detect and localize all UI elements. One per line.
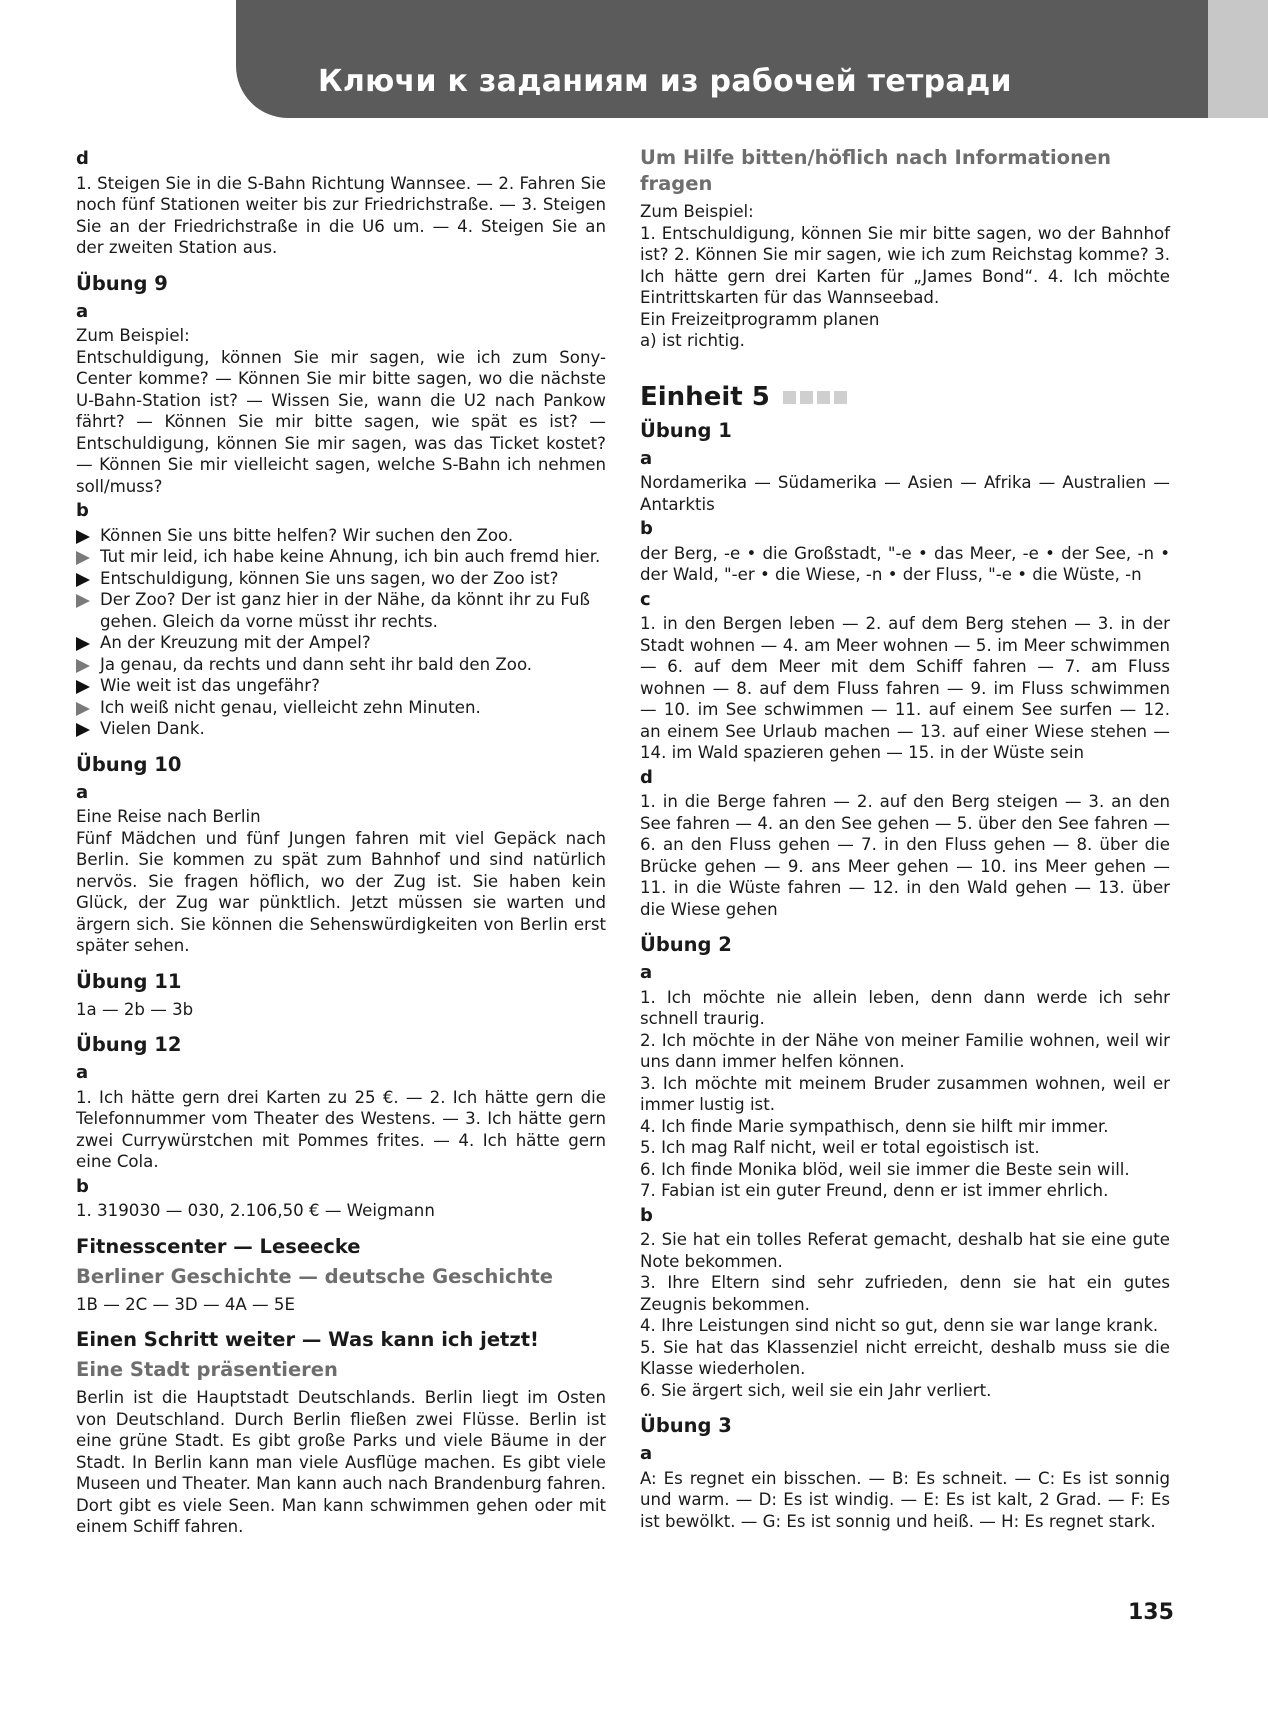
part-label-b: b (76, 500, 89, 521)
speaker-arrow-icon (76, 594, 90, 608)
e5u2-a-line: 6. Ich finde Monika blöd, weil sie immer die Beste sein will. (640, 1159, 1130, 1179)
speaker-arrow-icon (76, 723, 90, 737)
dialogue-line: Der Zoo? Der ist ganz hier in der Nähe, da könnt ihr zu Fuß gehen. Gleich da vorne müsst ihr rechts. (76, 589, 606, 632)
left-column (76, 145, 606, 1538)
u10-text: Fünf Mädchen und fünf Jungen fahren mit viel Gepäck nach Berlin. Sie kommen zu spät zum Bahnhof und sind natürlich nervös. Sie fragen höflich, wo der Zug ist. Sie haben kein Glück, der Zug war pünktlich. Jetzt müssen sie warten und ärgern sich. Sie können die Sehenswürdigkeiten von Berlin erst später sehen. (76, 828, 606, 955)
speaker-arrow-icon (76, 637, 90, 651)
d-answer-text: 1. Steigen Sie in die S-Bahn Richtung Wannsee. — 2. Fahren Sie noch fünf Stationen weiter bis zur Friedrichstraße. — 3. Steigen Sie an der Friedrichstraße in die U6 um. — 4. Steigen Sie an der zweiten Station aus. (76, 173, 606, 257)
berliner-title: Berliner Geschichte — deutsche Geschichte (76, 1264, 554, 1288)
page-header-band (236, 0, 1268, 118)
e5u2-b-line: 2. Sie hat ein tolles Referat gemacht, deshalb hat sie eine gute Note bekommen. (640, 1230, 1170, 1271)
speaker-arrow-icon (76, 551, 90, 565)
page-number: 135 (1128, 1600, 1174, 1625)
e5u2-a-line: 1. Ich möchte nie allein leben, denn dann werde ich sehr schnell traurig. (640, 987, 1170, 1028)
unit-square-icon (783, 391, 796, 404)
e5u2-b-line: 3. Ihre Eltern sind sehr zufrieden, denn sie hat ein gutes Zeugnis bekommen. (640, 1273, 1170, 1314)
e5u1-b-text: der Berg, -e • die Großstadt, "-e • das Meer, -e • der See, -n • der Wald, "-er • die Wiese, -n • der Fluss, "-e • die Wüste, -n (640, 543, 1170, 584)
e5-exercise-title-1: Übung 1 (640, 418, 732, 442)
stadt-text: Berlin ist die Hauptstadt Deutschlands. Berlin liegt im Osten von Deutschland. Durch Berlin fließen zwei Flüsse. Berlin ist eine grüne Stadt. Es gibt große Parks und viele Bäume in der Stadt. In Berlin kann man viele Ausflüge machen. Es gibt viele Museen und Theater. Man kann auch nach Brandenburg fahren. Dort gibt es viele Seen. Man kann schwimmen gehen oder mit einem Schiff fahren. (76, 1388, 606, 1536)
hilfe-title: Um Hilfe bitten/höflich nach Informationen fragen (640, 146, 1112, 195)
unit-square-icon (834, 391, 847, 404)
frei-line: Ein Freizeitprogramm planen (640, 309, 880, 329)
part-label-a: a (76, 300, 89, 322)
speaker-arrow-icon (76, 680, 90, 694)
berliner-text: 1B — 2C — 3D — 4A — 5E (76, 1294, 295, 1314)
part-label-b: b (640, 1204, 653, 1226)
u12-a-text: 1. Ich hätte gern drei Karten zu 25 €. — 2. Ich hätte gern die Telefonnummer vom Theater des Westens. — 3. Ich hätte gern zwei Currywürstchen mit Pommes frites. — 4. Ich hätte gern eine Cola. (76, 1087, 606, 1171)
part-label-a: a (640, 962, 653, 983)
e5u2-b-line: 4. Ihre Leistungen sind nicht so gut, denn sie war lange krank. (640, 1316, 1159, 1335)
schritt-title: Einen Schritt weiter — Was kann ich jetzt! (76, 1328, 539, 1351)
u10-heading: Eine Reise nach Berlin (76, 807, 261, 826)
dialogue-line: An der Kreuzung mit der Ampel? (76, 632, 606, 654)
speaker-arrow-icon (76, 573, 90, 587)
part-label-b: b (76, 1175, 89, 1197)
e5u2-a-line: 4. Ich finde Marie sympathisch, denn sie hilft mir immer. (640, 1116, 1109, 1136)
header-tab-light (1208, 0, 1268, 118)
dialogue-line: Vielen Dank. (76, 718, 606, 740)
hilfe-intro: Zum Beispiel: (640, 202, 754, 221)
page-header-title: Ключи к заданиям из рабочей тетради (318, 64, 1012, 99)
exercise-title-9: Übung 9 (76, 271, 168, 295)
part-label-a: a (76, 781, 89, 803)
u12-b-text: 1. 319030 — 030, 2.106,50 € — Weigmann (76, 1201, 435, 1220)
part-label-a: a (640, 1443, 653, 1464)
frei-answer: a) ist richtig. (640, 331, 745, 350)
dialogue-line: Tut mir leid, ich habe keine Ahnung, ich bin auch fremd hier. (76, 546, 606, 568)
dialogue-line: Können Sie uns bitte helfen? Wir suchen den Zoo. (76, 525, 606, 547)
dialogue-line: Wie weit ist das ungefähr? (76, 675, 606, 697)
part-label-a: a (640, 447, 653, 469)
speaker-arrow-icon (76, 530, 90, 544)
dialogue-line: Ich weiß nicht genau, vielleicht zehn Minuten. (76, 697, 606, 719)
e5u2-a-line: 2. Ich möchte in der Nähe von meiner Familie wohnen, weil wir uns dann immer helfen können. (640, 1030, 1170, 1071)
e5u2-a-line: 3. Ich möchte mit meinem Bruder zusammen wohnen, weil er immer lustig ist. (640, 1073, 1170, 1114)
part-label-d: d (640, 766, 653, 788)
dialogue-line: Ja genau, da rechts und dann seht ihr bald den Zoo. (76, 654, 606, 676)
e5u2-b-line: 5. Sie hat das Klassenziel nicht erreicht, deshalb muss sie die Klasse wiederholen. (640, 1337, 1170, 1378)
unit-square-icon (800, 391, 813, 404)
exercise-title-11: Übung 11 (76, 969, 182, 993)
e5u2-b-line: 6. Sie ärgert sich, weil sie ein Jahr verliert. (640, 1380, 992, 1400)
e5-exercise-title-2: Übung 2 (640, 933, 732, 956)
fitness-title: Fitnesscenter — Leseecke (76, 1234, 361, 1258)
part-label-c: c (640, 588, 651, 610)
part-label-a: a (76, 1062, 89, 1083)
u9-intro: Zum Beispiel: (76, 326, 190, 345)
part-label-b: b (640, 518, 653, 539)
exercise-title-12: Übung 12 (76, 1033, 182, 1056)
u9-a-text: Entschuldigung, können Sie mir sagen, wie ich zum Sony-Center komme? — Können Sie mir bitte sagen, wo die nächste U-Bahn-Station ist? — Wissen Sie, wann die U2 nach Pankow fährt? — Können Sie mir bitte sagen, wie spät es ist? — Entschuldigung, können Sie mir sagen, was das Ticket kostet? — Können Sie mir vielleicht sagen, welche S-Bahn ich nehmen soll/muss? (76, 347, 606, 496)
unit-square-icon (817, 391, 830, 404)
e5u3-a-text: A: Es regnet ein bisschen. — B: Es schneit. — C: Es ist sonnig und warm. — D: Es ist windig. — E: Es ist kalt, 2 Grad. — F: Es ist bewölkt. — G: Es ist sonnig und heiß. — H: Es regnet stark. (640, 1468, 1170, 1531)
speaker-arrow-icon (76, 702, 90, 716)
e5u1-a-text: Nordamerika — Südamerika — Asien — Afrika — Australien — Antarktis (640, 473, 1170, 514)
exercise-title-10: Übung 10 (76, 752, 182, 776)
e5u2-a-line: 5. Ich mag Ralf nicht, weil er total egoistisch ist. (640, 1138, 1040, 1157)
hilfe-text: 1. Entschuldigung, können Sie mir bitte sagen, wo der Bahnhof ist? 2. Können Sie mir sagen, wie ich zum Reichstag komme? 3. Ich hätte gern drei Karten für „James Bond“. 4. Ich möchte Eintrittskarten für das Wannseebad. (640, 223, 1170, 307)
e5u1-d-text: 1. in die Berge fahren — 2. auf den Berg steigen — 3. an den See fahren — 4. an den See gehen — 5. über den See fahren — 6. an den Fluss gehen — 7. in den Fluss gehen — 8. über die Brücke gehen — 9. ans Meer gehen — 10. ins Meer gehen — 11. in die Wüste fahren — 12. in den Wald gehen — 13. über die Wiese gehen (640, 792, 1170, 919)
u11-text: 1a — 2b — 3b (76, 999, 194, 1019)
e5-exercise-title-3: Übung 3 (640, 1414, 732, 1437)
right-column (640, 145, 1170, 1532)
dialogue-line: Entschuldigung, können Sie uns sagen, wo der Zoo ist? (76, 568, 606, 590)
stadt-title: Eine Stadt präsentieren (76, 1358, 338, 1381)
e5u1-c-text: 1. in den Bergen leben — 2. auf dem Berg stehen — 3. in der Stadt wohnen — 4. am Meer wohnen — 5. im Meer schwimmen — 6. auf dem Meer mit dem Schiff fahren — 7. am Fluss wohnen — 8. auf dem Fluss fahren — 9. im Fluss schwimmen — 10. im See schwimmen — 11. auf einem See surfen — 12. an einem See Urlaub machen — 13. auf einer Wiese stehen — 14. im Wald spazieren gehen — 15. in der Wüste sein (640, 614, 1170, 762)
e5u2-a-line: 7. Fabian ist ein guter Freund, denn er ist immer ehrlich. (640, 1181, 1109, 1200)
section-label-d: d (76, 148, 89, 169)
speaker-arrow-icon (76, 659, 90, 673)
unit-title: Einheit 5 (640, 380, 1170, 414)
dialogue-list (76, 525, 606, 740)
